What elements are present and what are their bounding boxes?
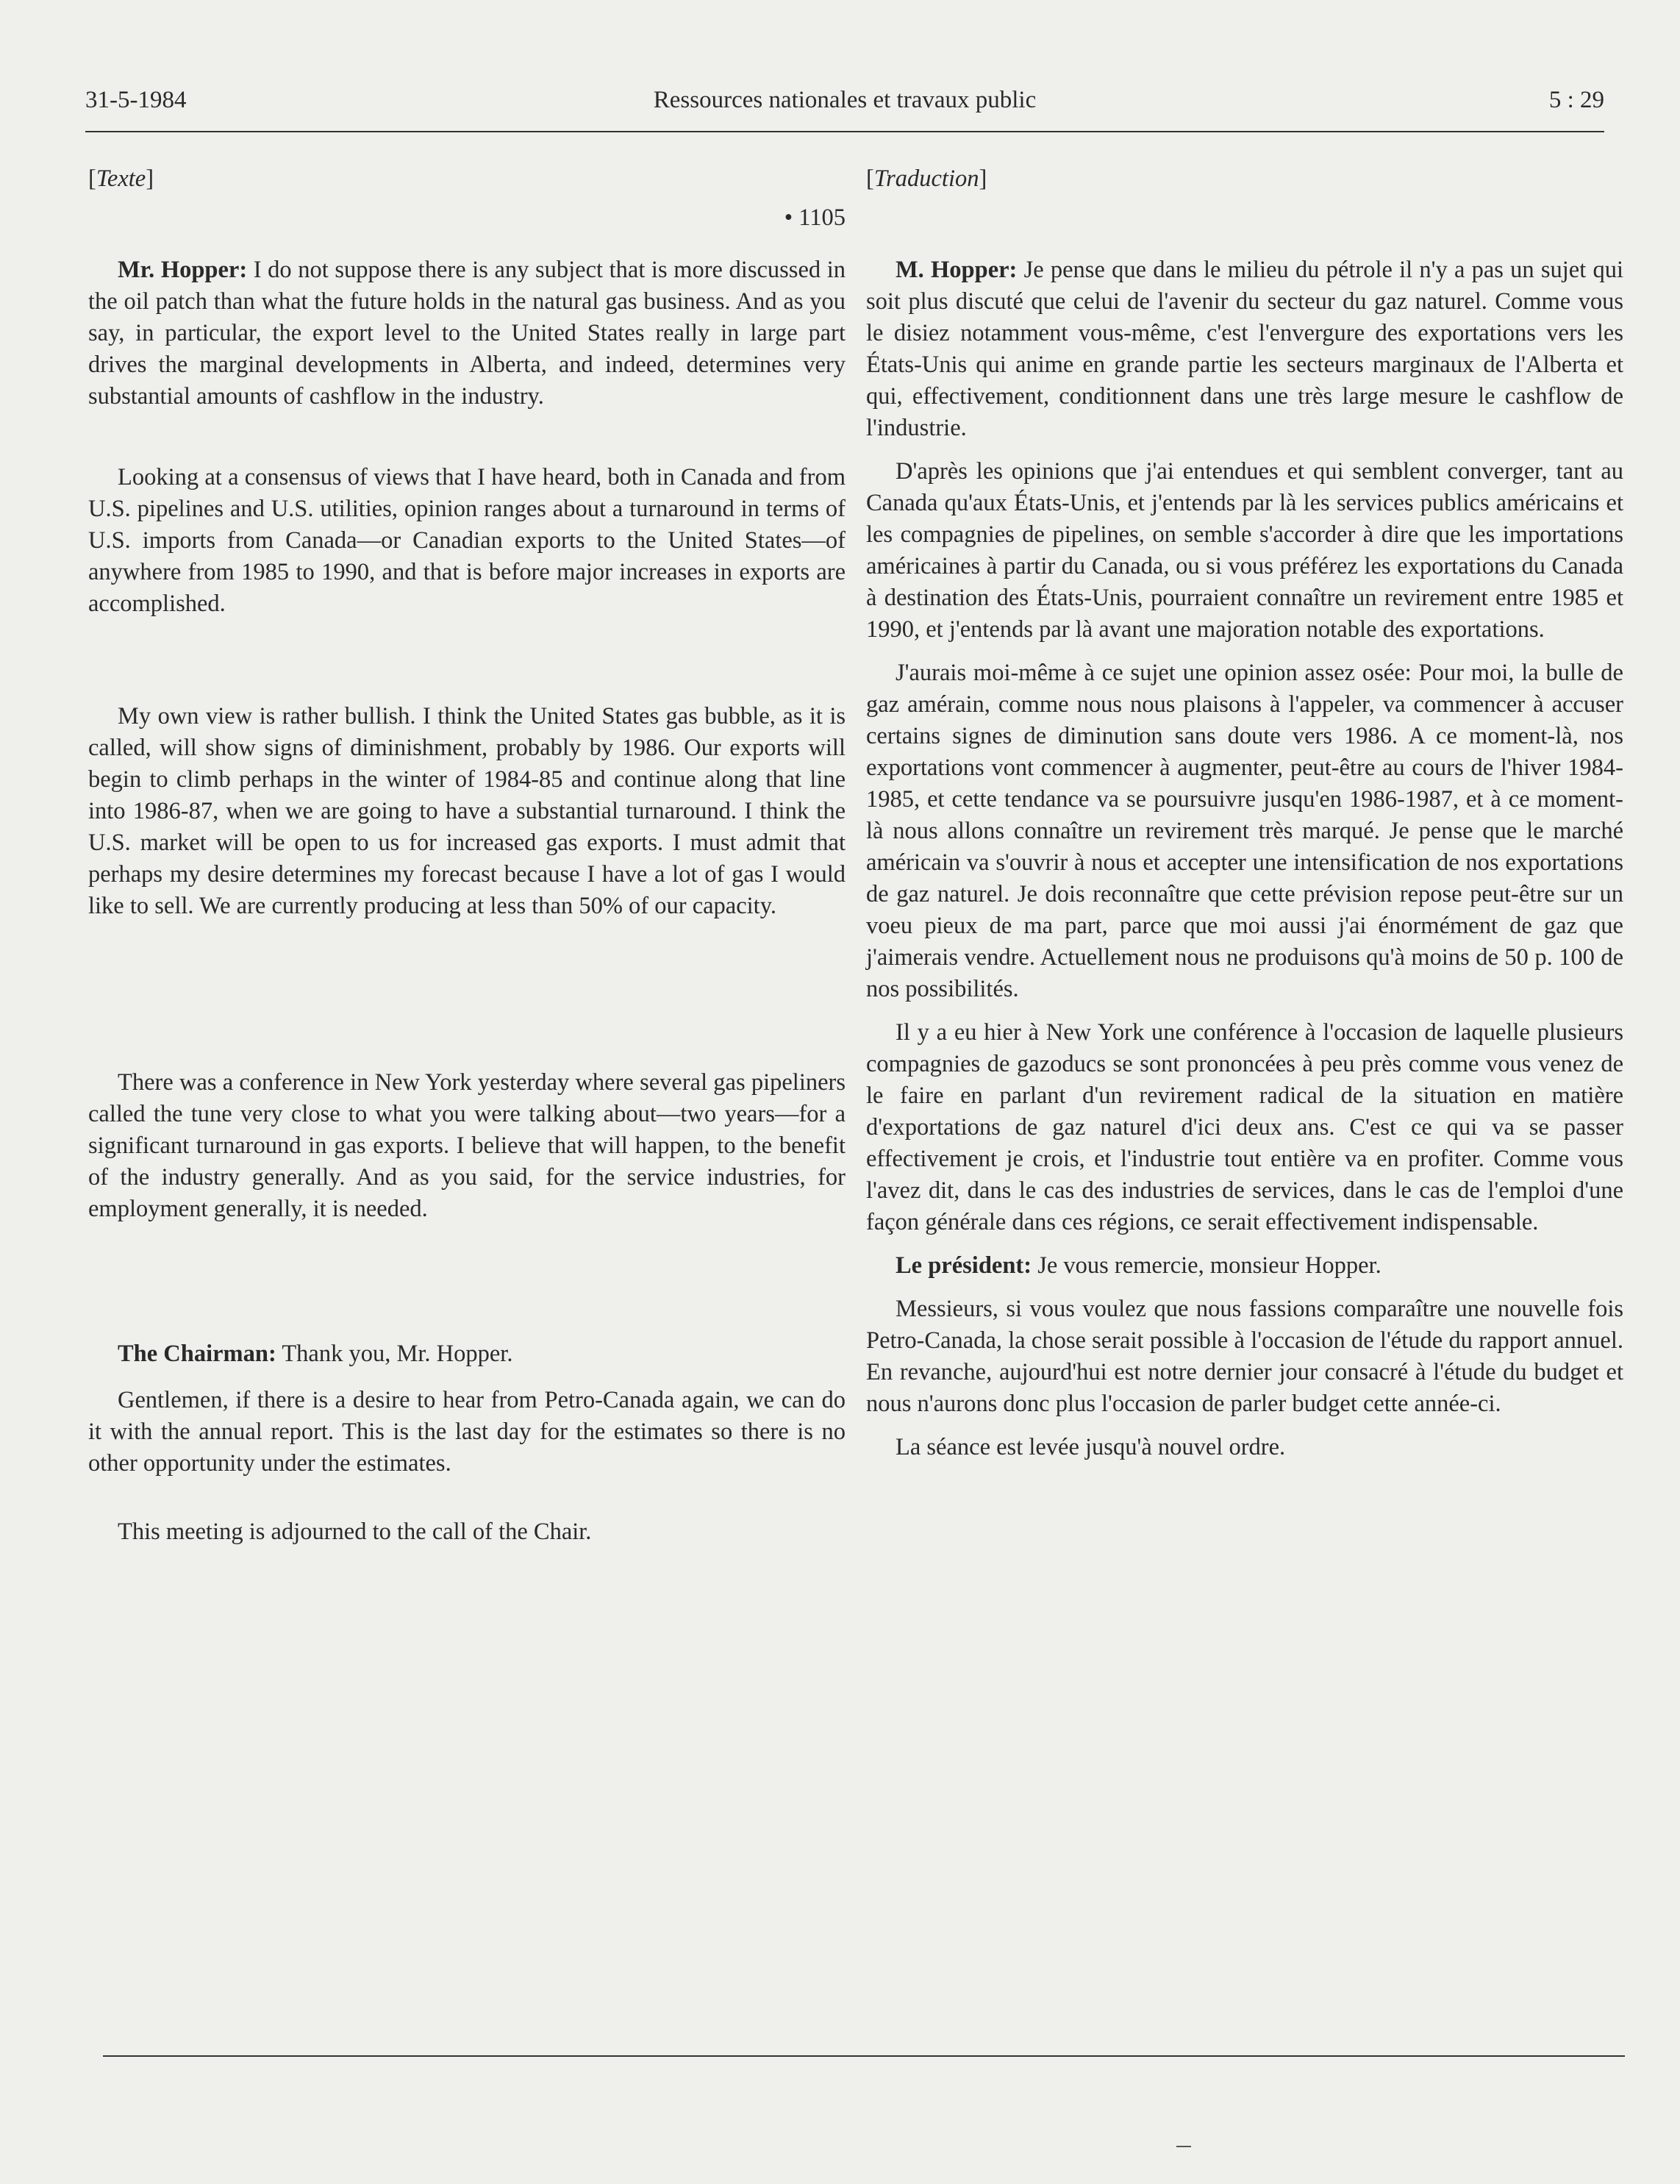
paragraph-hopper-4: There was a conference in New York yesterday where several gas pipeliners called the tune very close to what you were talking about—two years—for a significant turnaround in gas exports. I believe that will happen, to the benefit of the industry generally. And as you said, for the service industries, for employment generally, it is needed. — [88, 1069, 846, 1222]
paragraph-chairman-1: The Chairman: Thank you, Mr. Hopper. — [118, 1341, 513, 1367]
paragraph-chairman-2: Gentlemen, if there is a desire to hear from Petro-Canada again, we can do it with the annual report. This is the last day for the estimates so there is no other opportunity under the estimates. — [88, 1387, 846, 1477]
paragraph-president-2: Messieurs, si vous voulez que nous fassions comparaître une nouvelle fois Petro-Canada, la chose serait possible à l'occasion de l'étude du rapport annuel. En revanche, aujourd'hui est notre dernier jour consacré à l'étude du budget et nous n'aurons donc plus l'occasion de parler budget cette année-ci. — [866, 1296, 1623, 1417]
page-header — [85, 87, 1604, 132]
footer-rule — [103, 2055, 1625, 2057]
header-date: 31-5-1984 — [85, 87, 187, 113]
paragraph-hopper-3: My own view is rather bullish. I think the United States gas bubble, as it is called, will show signs of diminishment, probably by 1986. Our exports will begin to climb perhaps in the winter of 1984-85 and continue along that line into 1986-87, when we are going to have a substantial turnaround. I think the U.S. market will be open to us for increased gas exports. I must admit that perhaps my desire determines my forecast because I have a lot of gas I would like to sell. We are currently producing at less than 50% of our capacity. — [88, 703, 846, 919]
traduction-tag: [Traduction] — [866, 165, 987, 192]
speaker-name: The Chairman: — [118, 1341, 276, 1367]
texte-tag: [Texte] — [88, 165, 154, 192]
paragraph-president-1: Le président: Je vous remercie, monsieur Hopper. — [896, 1252, 1381, 1279]
speaker-name: Mr. Hopper: — [118, 257, 248, 283]
paragraph-hopper-2-fr: D'après les opinions que j'ai entendues et qui semblent converger, tant au Canada qu'aux États-Unis, et j'entends par là les services publics américains et les compagnies de pipelines, on semble s'accorder à dire que les importations américaines à partir du Canada, ou si vous préférez les exportations du Canada à destination des États-Unis, pourraient connaître un revirement entre 1985 et 1990, et j'entends par là avant une majoration notable des exportations. — [866, 458, 1623, 643]
paragraph-hopper-1: Mr. Hopper: I do not suppose there is any subject that is more discussed in the oil patch than what the future holds in the natural gas business. And as you say, in particular, the export level to the United States really in large part drives the marginal developments in Alberta, and indeed, determines very substantial amounts of cashflow in the industry. — [88, 257, 846, 410]
header-page-number: 5 : 29 — [1548, 87, 1604, 113]
paragraph-president-3: La séance est levée jusqu'à nouvel ordre. — [896, 1434, 1286, 1460]
paragraph-chairman-3: This meeting is adjourned to the call of the Chair. — [118, 1519, 592, 1545]
speaker-name: M. Hopper: — [896, 257, 1018, 283]
header-title: Ressources nationales et travaux public — [653, 87, 1037, 113]
page-mark — [1176, 2146, 1191, 2147]
french-column — [866, 163, 1623, 1463]
speaker-name: Le président: — [896, 1252, 1032, 1279]
paragraph-hopper-4-fr: Il y a eu hier à New York une conférence à l'occasion de laquelle plusieurs compagnies de gazoducs se sont prononcées à peu près comme vous venez de le faire en parlant d'un revirement radical de la situation en matière d'exportations de gaz naturel d'ici deux ans. C'est ce qui va se passer effectivement je crois, et l'industrie tout entière va en profiter. Comme vous l'avez dit, dans le cas des industries de services, dans le cas de l'emploi d'une façon générale dans ces régions, ce serait effectivement indispensable. — [866, 1019, 1623, 1235]
english-column — [88, 163, 846, 1548]
time-marker: • 1105 — [784, 204, 846, 231]
paragraph-hopper-2: Looking at a consensus of views that I have heard, both in Canada and from U.S. pipelines and U.S. utilities, opinion ranges about a turnaround in terms of U.S. imports from Canada—or Canadian exports to the United States—of anywhere from 1985 to 1990, and that is before major increases in exports are accomplished. — [88, 464, 846, 617]
paragraph-hopper-3-fr: J'aurais moi-même à ce sujet une opinion assez osée: Pour moi, la bulle de gaz amérain, comme nous nous plaisons à l'appeler, va commencer à accuser certains signes de diminution sans doute vers 1986. A ce moment-là, nos exportations vont commencer à augmenter, peut-être au cours de l'hiver 1984-1985, et cette tendance va se poursuivre jusqu'en 1986-1987, et à ce moment-là nous allons connaître un revirement très marqué. Je pense que le marché américain va s'ouvrir à nous et accepter une intensification de nos exportations de gaz naturel. Je dois reconnaître que cette prévision repose peut-être sur un voeu pieux de ma part, parce que moi aussi j'ai énormément de gaz que j'aimerais vendre. Actuellement nous ne produisons qu'à moins de 50 p. 100 de nos possibilités. — [866, 660, 1623, 1002]
paragraph-hopper-1-fr: M. Hopper: Je pense que dans le milieu du pétrole il n'y a pas un sujet qui soit plus discuté que celui de l'avenir du secteur du gaz naturel. Comme vous le disiez notamment vous-même, c'est l'envergure des exportations vers les États-Unis qui anime en grande partie les secteurs marginaux de l'Alberta et qui, effectivement, conditionnent dans une très large mesure le cashflow de l'industrie. — [866, 257, 1623, 441]
